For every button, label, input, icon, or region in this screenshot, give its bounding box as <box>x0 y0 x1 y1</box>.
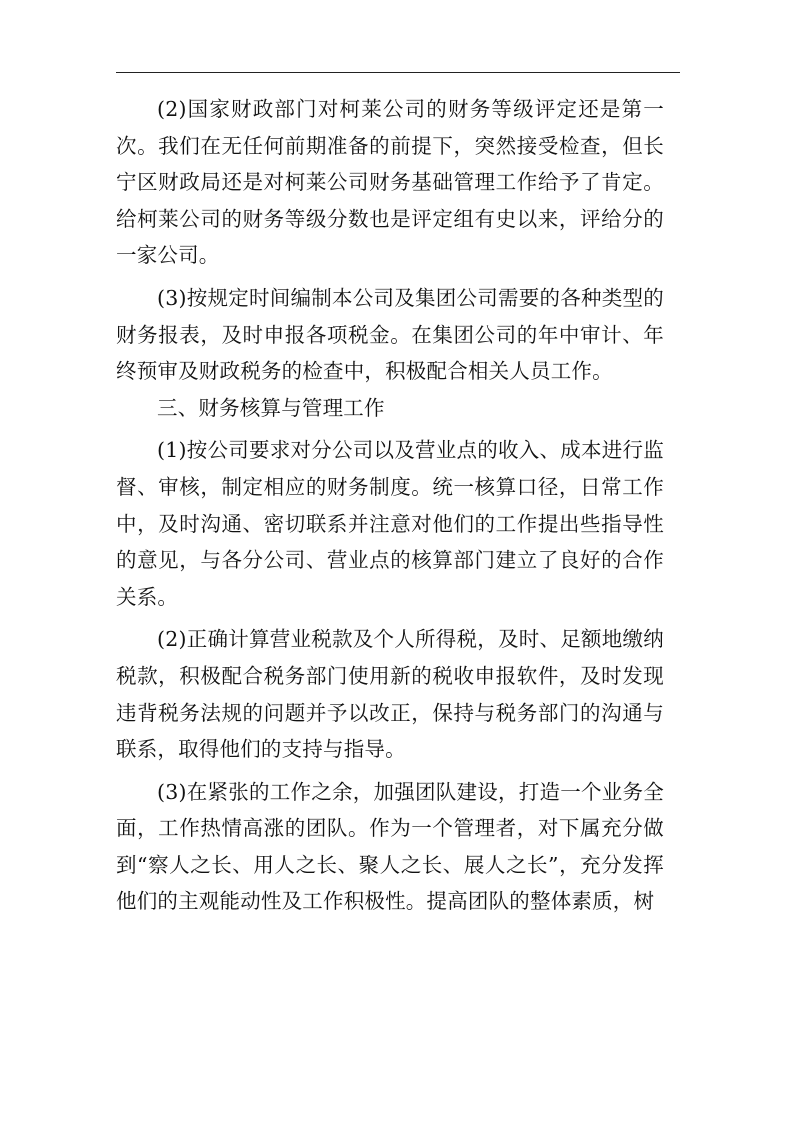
paragraph-team-building: (3)在紧张的工作之余，加强团队建设，打造一个业务全面，工作热情高涨的团队。作为一个管理者，对下属充分做到“察人之长、用人之长、聚人之长、展人之长”，充分发挥他们的主观能动性及工作积极性。提高团队的整体素质，树 <box>116 779 664 914</box>
section-heading-accounting: 三、财务核算与管理工作 <box>157 395 385 420</box>
paragraph-financial-reports: (3)按规定时间编制本公司及集团公司需要的各种类型的财务报表，及时申报各项税金。在集团公司的年中审计、年终预审及财政税务的检查中，积极配合相关人员工作。 <box>116 285 664 384</box>
paragraph-branch-supervision: (1)按公司要求对分公司以及营业点的收入、成本进行监督、审核，制定相应的财务制度。统一核算口径，日常工作中，及时沟通、密切联系并注意对他们的工作提出些指导性的意见，与各分公司、营业点的核算部门建立了良好的合作关系。 <box>116 438 664 609</box>
header-rule <box>116 72 680 73</box>
document-body <box>116 91 664 920</box>
paragraph-finance-rating: (2)国家财政部门对柯莱公司的财务等级评定还是第一次。我们在无任何前期准备的前提下，突然接受检查，但长宁区财政局还是对柯莱公司财务基础管理工作给予了肯定。给柯莱公司的财务等级分数也是评定组有史以来，评给分的一家公司。 <box>116 97 664 268</box>
paragraph-tax-calculation: (2)正确计算营业税款及个人所得税，及时、足额地缴纳税款，积极配合税务部门使用新的税收申报软件，及时发现违背税务法规的问题并予以改正，保持与税务部门的沟通与联系，取得他们的支持与指导。 <box>116 627 664 762</box>
